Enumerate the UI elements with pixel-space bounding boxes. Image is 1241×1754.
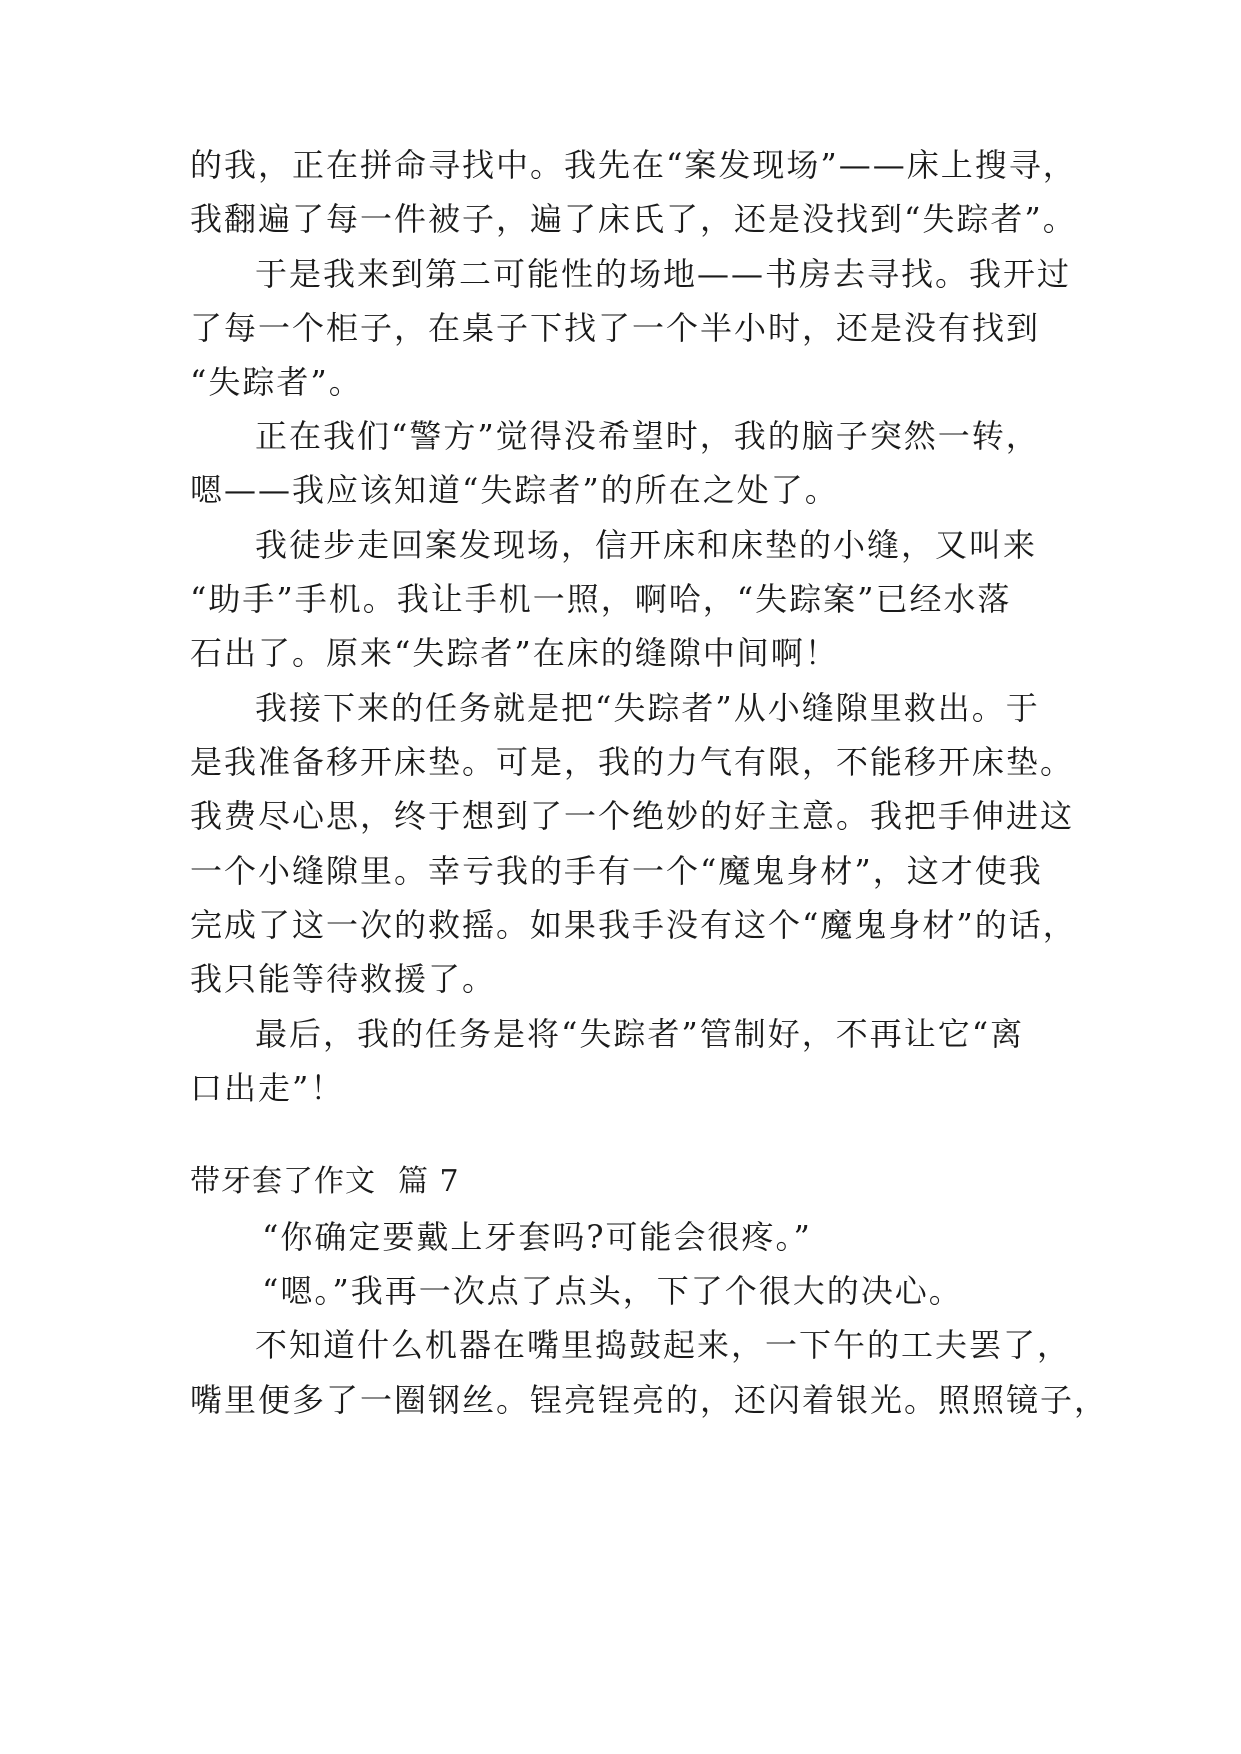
paragraph-line: 完成了这一次的救摇。如果我手没有这个“魔鬼身材”的话，	[190, 906, 1077, 944]
paragraph-line: 不知道什么机器在嘴里捣鼓起来，一下午的工夫罢了，	[255, 1326, 1072, 1364]
paragraph-line: 最后，我的任务是将“失踪者”管制好，不再让它“离	[255, 1015, 1025, 1053]
section-heading	[190, 1162, 460, 1202]
paragraph-line: 是我准备移开床垫。可是，我的力气有限，不能移开床垫。	[190, 743, 1075, 781]
paragraph-line: 石出了。原来“失踪者”在床的缝隙中间啊！	[190, 634, 839, 672]
paragraph-line: 我翻遍了每一件被子，遍了床氏了，还是没找到“失踪者”。	[190, 200, 1077, 238]
paragraph-line: 嗯——我应该知道“失踪者”的所在之处了。	[190, 471, 839, 509]
paragraph-line: “嗯。”我再一次点了点头，下了个很大的决心。	[262, 1272, 963, 1310]
paragraph-line: 了每一个柜子，在桌子下找了一个半小时，还是没有找到	[190, 309, 1041, 347]
paragraph-line: 我徒步走回案发现场，信开床和床垫的小缝，又叫来	[255, 526, 1038, 564]
paragraph-line: “失踪者”。	[190, 363, 363, 401]
paragraph-line: 于是我来到第二可能性的场地——书房去寻找。我开过	[255, 255, 1072, 293]
paragraph-line: 嘴里便多了一圈钢丝。锃亮锃亮的，还闪着银光。照照镜子，	[190, 1381, 1109, 1419]
paragraph-line: 一个小缝隙里。幸亏我的手有一个“魔鬼身材”，这才使我	[190, 852, 1043, 890]
section-number: 篇 7	[398, 1164, 460, 1199]
paragraph-line: “助手”手机。我让手机一照，啊哈，“失踪案”已经水落	[190, 580, 1012, 618]
paragraph-line: “你确定要戴上牙套吗?可能会很疼。”	[262, 1218, 812, 1256]
paragraph-line: 正在我们“警方”觉得没希望时，我的脑子突然一转，	[255, 417, 1040, 455]
section-title: 带牙套了作文	[190, 1164, 376, 1199]
paragraph-line: 我费尽心思，终于想到了一个绝妙的好主意。我把手伸进这	[190, 797, 1075, 835]
paragraph-line: 我接下来的任务就是把“失踪者”从小缝隙里救出。于	[255, 689, 1040, 727]
paragraph-line: 的我，正在拼命寻找中。我先在“案发现场”——床上搜寻，	[190, 146, 1077, 184]
paragraph-line: 我只能等待救援了。	[190, 960, 497, 998]
paragraph-line: 口出走”！	[190, 1069, 345, 1107]
